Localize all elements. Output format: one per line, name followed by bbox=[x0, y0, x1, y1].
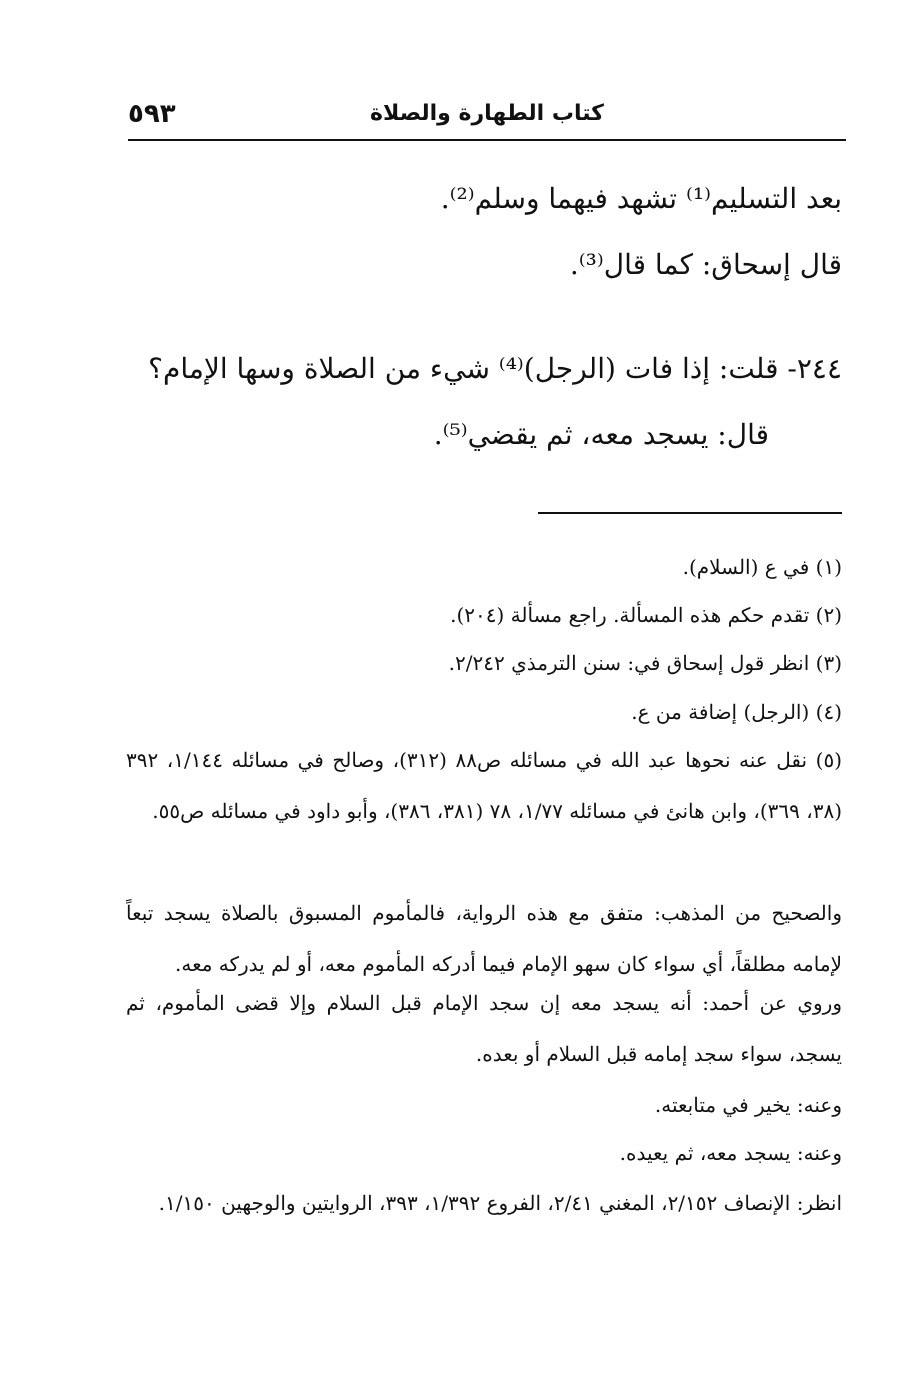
question-244: ٢٤٤- قلت: إذا فات (الرجل)⁽⁴⁾ شيء من الصلاة وسها الإمام؟ bbox=[148, 352, 842, 385]
page-number: ٥٩٣ bbox=[128, 99, 176, 129]
footnote-5-citations: (٥) نقل عنه نحوها عبد الله في مسائله ص٨٨ (٣١٢)، وصالح في مسائله ١/١٤٤، ٣٩٢ (٣٨، ٣٦٩)، وابن هانئ في مسائله ١/٧٧، ٧٨ (٣٨١، ٣٨٦)، وأبو داود في مسائله ص٥٥. bbox=[126, 748, 843, 823]
footnote-5-ahmad-narration: وروي عن أحمد: أنه يسجد معه إن سجد الإمام قبل السلام وإلا قضى المأموم، ثم يسجد، سواء سجد إمامه قبل السلام أو بعده. bbox=[126, 991, 842, 1066]
main-text-line-2: قال إسحاق: كما قال⁽³⁾. bbox=[569, 248, 842, 281]
page-header bbox=[128, 95, 846, 139]
footnote-5-madhhab: والصحيح من المذهب: متفق مع هذه الرواية، فالمأموم المسبوق بالصلاة يسجد تبعاً لإمامه مطلقاً، أي سواء كان سهو الإمام فيما أدركه المأموم معه، أو لم يدركه معه. bbox=[126, 901, 842, 976]
footnote-5-references: انظر: الإنصاف ٢/١٥٢، المغني ٢/٤١، الفروع ١/٣٩٢، ٣٩٣، الروايتين والوجهين ١/١٥٠. bbox=[158, 1191, 842, 1215]
footnote-3: (٣) انظر قول إسحاق في: سنن الترمذي ٢/٢٤٢. bbox=[448, 651, 842, 675]
footnote-2: (٢) تقدم حكم هذه المسألة. راجع مسألة (٢٠٤). bbox=[450, 603, 842, 627]
footnote-5-narration-2: وعنه: يخير في متابعته. bbox=[654, 1093, 842, 1117]
book-title: كتاب الطهارة والصلاة bbox=[370, 101, 604, 126]
footnote-4: (٤) (الرجل) إضافة من ع. bbox=[631, 700, 842, 724]
footnote-divider bbox=[538, 512, 842, 514]
header-divider bbox=[128, 139, 846, 141]
main-text-line-1: بعد التسليم⁽¹⁾ تشهد فيهما وسلم⁽²⁾. bbox=[440, 182, 842, 215]
answer-244: قال: يسجد معه، ثم يقضي⁽⁵⁾. bbox=[433, 418, 769, 451]
footnote-1: (١) في ع (السلام). bbox=[682, 555, 842, 579]
footnote-5-narration-3: وعنه: يسجد معه، ثم يعيده. bbox=[619, 1141, 842, 1165]
